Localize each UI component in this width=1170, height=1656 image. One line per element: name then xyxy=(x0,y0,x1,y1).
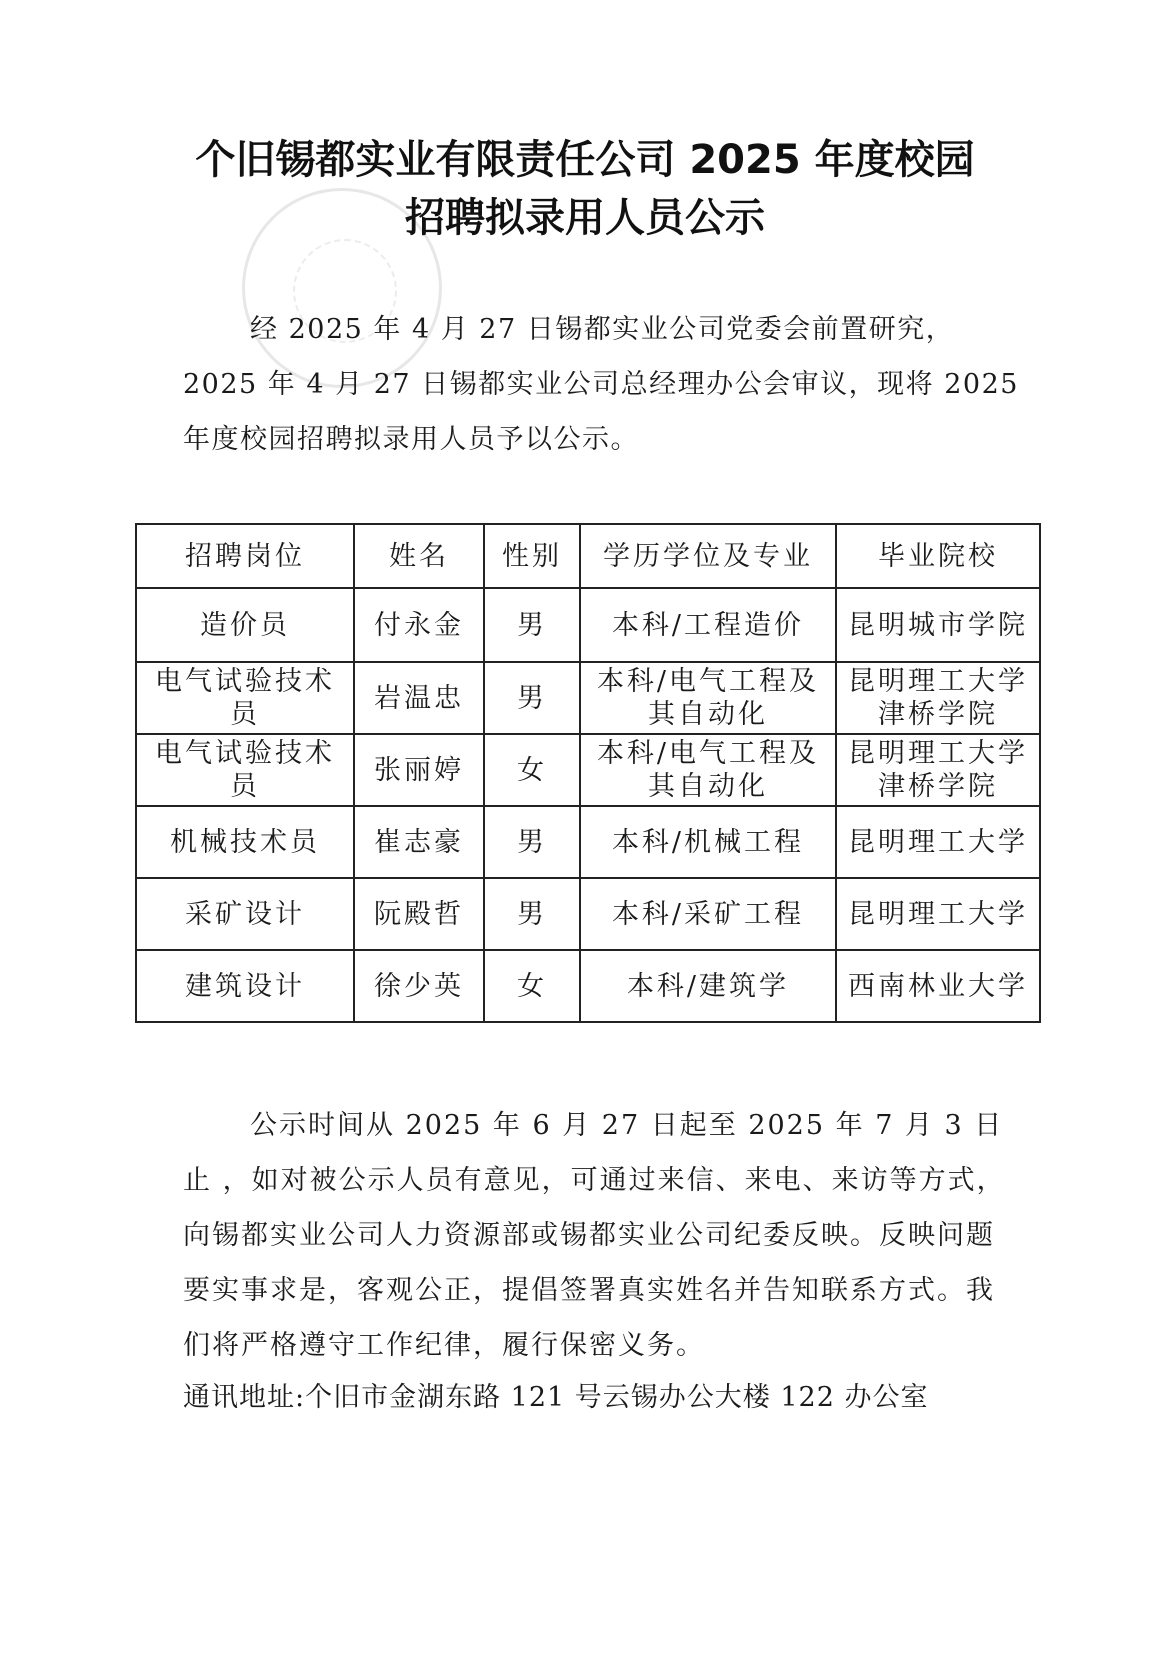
cell-school: 昆明理工大学津桥学院 xyxy=(836,662,1040,734)
notice-paragraph: 公示时间从 2025 年 6 月 27 日起至 2025 年 7 月 3 日止 ，如对被公示人员有意见，可通过来信、来电、来访等方式，向锡都实业公司人力资源部或锡都实业公司纪委反映。反映问题要实事求是，客观公正，提倡签署真实姓名并告知联系方式。我们将严格遵守工作纪律，履行保密义务。 xyxy=(183,1110,1006,1361)
cell-position: 电气试验技术员 xyxy=(136,662,354,734)
cell-position: 电气试验技术员 xyxy=(136,734,354,806)
table-row xyxy=(136,734,1040,806)
header-gender: 性别 xyxy=(484,524,580,588)
cell-gender: 女 xyxy=(484,950,580,1022)
document-title-line-1: 个旧锡都实业有限责任公司 2025 年度校园 xyxy=(195,137,975,183)
contact-address: 通讯地址:个旧市金湖东路 121 号云锡办公大楼 122 办公室 xyxy=(183,1382,929,1413)
cell-gender: 女 xyxy=(484,734,580,806)
header-name: 姓名 xyxy=(354,524,484,588)
table-row xyxy=(136,806,1040,878)
table-row xyxy=(136,950,1040,1022)
cell-position: 采矿设计 xyxy=(136,878,354,950)
header-school: 毕业院校 xyxy=(836,524,1040,588)
intro-paragraph: 经 2025 年 4 月 27 日锡都实业公司党委会前置研究，2025 年 4 月 27 日锡都实业公司总经理办公会审议，现将 2025 年度校园招聘拟录用人员予以公示。 xyxy=(183,314,1019,455)
hiring-table xyxy=(135,523,1041,1023)
header-position: 招聘岗位 xyxy=(136,524,354,588)
cell-position: 造价员 xyxy=(136,588,354,662)
cell-education: 本科/建筑学 xyxy=(580,950,836,1022)
cell-education: 本科/工程造价 xyxy=(580,588,836,662)
cell-gender: 男 xyxy=(484,662,580,734)
table-header-row xyxy=(136,524,1040,588)
table-row xyxy=(136,662,1040,734)
table-row xyxy=(136,878,1040,950)
cell-position: 建筑设计 xyxy=(136,950,354,1022)
cell-education: 本科/采矿工程 xyxy=(580,878,836,950)
cell-education: 本科/电气工程及其自动化 xyxy=(580,662,836,734)
cell-school: 西南林业大学 xyxy=(836,950,1040,1022)
cell-gender: 男 xyxy=(484,878,580,950)
cell-school: 昆明理工大学 xyxy=(836,806,1040,878)
cell-name: 徐少英 xyxy=(354,950,484,1022)
table-row xyxy=(136,588,1040,662)
cell-school: 昆明城市学院 xyxy=(836,588,1040,662)
cell-position: 机械技术员 xyxy=(136,806,354,878)
header-education: 学历学位及专业 xyxy=(580,524,836,588)
cell-name: 阮殿哲 xyxy=(354,878,484,950)
cell-name: 崔志豪 xyxy=(354,806,484,878)
document-title-line-2: 招聘拟录用人员公示 xyxy=(405,195,765,241)
cell-name: 付永金 xyxy=(354,588,484,662)
cell-gender: 男 xyxy=(484,806,580,878)
cell-school: 昆明理工大学津桥学院 xyxy=(836,734,1040,806)
cell-education: 本科/电气工程及其自动化 xyxy=(580,734,836,806)
cell-name: 张丽婷 xyxy=(354,734,484,806)
cell-school: 昆明理工大学 xyxy=(836,878,1040,950)
cell-education: 本科/机械工程 xyxy=(580,806,836,878)
cell-gender: 男 xyxy=(484,588,580,662)
cell-name: 岩温忠 xyxy=(354,662,484,734)
